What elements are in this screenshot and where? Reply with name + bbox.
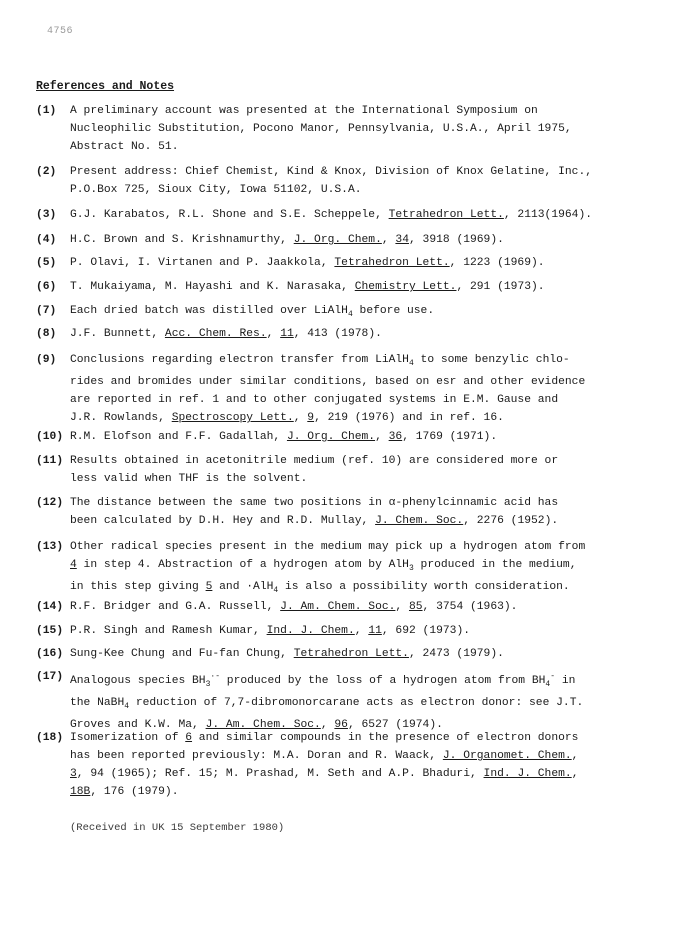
superscript: ·- xyxy=(210,672,221,681)
text-segment: Isomerization of xyxy=(70,732,186,744)
citation-details: , 291 (1973). xyxy=(456,281,545,293)
reference-text-line: Other radical species present in the medium may pick up a hydrogen atom from xyxy=(70,541,586,553)
reference-number: (5) xyxy=(36,257,57,269)
citation-details: , 3754 (1963). xyxy=(422,601,518,613)
subscript: 4 xyxy=(124,702,130,711)
separator: , xyxy=(293,412,308,424)
volume: 11 xyxy=(368,625,382,637)
authors: P.R. Singh and Ramesh Kumar, xyxy=(70,625,267,637)
journal-title: Tetrahedron Lett. xyxy=(293,648,409,660)
reference-8 xyxy=(36,325,644,343)
reference-18 xyxy=(36,729,644,801)
compound-number: 5 xyxy=(205,581,213,593)
authors: R.F. Bridger and G.A. Russell, xyxy=(70,601,281,613)
subscript: 4 xyxy=(545,680,551,689)
authors: J.F. Bunnett, xyxy=(70,328,165,340)
reference-number: (16) xyxy=(36,648,64,660)
reference-text-line xyxy=(70,409,644,427)
authors: R.M. Elofson and F.F. Gadallah, xyxy=(70,431,287,443)
reference-16 xyxy=(36,645,644,663)
reference-text-line xyxy=(70,512,644,530)
reference-text-line xyxy=(70,747,644,765)
text-segment: the NaBH xyxy=(70,697,125,709)
volume: 34 xyxy=(395,234,409,246)
received-date: (Received in UK 15 September 1980) xyxy=(70,822,285,834)
reference-number: (2) xyxy=(36,166,57,178)
reference-number: (10) xyxy=(36,431,64,443)
text-segment: Conclusions regarding electron transfer from LiAlH xyxy=(70,354,409,366)
reference-text-line: Nucleophilic Substitution, Pocono Manor, Pennsylvania, U.S.A., April 1975, xyxy=(70,123,572,135)
reference-17 xyxy=(36,668,644,734)
journal-title: Chemistry Lett. xyxy=(354,281,457,293)
separator: , xyxy=(571,750,579,762)
separator: , xyxy=(354,625,369,637)
separator: , xyxy=(381,234,396,246)
reference-number: (14) xyxy=(36,601,64,613)
reference-text-line xyxy=(70,231,644,249)
reference-number: (12) xyxy=(36,497,64,509)
reference-text-line: are reported in ref. 1 and to other conjugated systems in E.M. Gause and xyxy=(70,394,559,406)
text-segment: in this step giving xyxy=(70,581,206,593)
text-segment: and ·AlH xyxy=(212,581,274,593)
compound-number: 4 xyxy=(70,559,77,571)
journal-title: J. Org. Chem. xyxy=(286,431,376,443)
volume: 36 xyxy=(388,431,403,443)
reference-number: (9) xyxy=(36,354,57,366)
separator: , xyxy=(266,328,281,340)
reference-1 xyxy=(36,102,644,156)
citation-details: , 413 (1978). xyxy=(293,328,382,340)
volume: 18B xyxy=(70,786,91,798)
reference-number: (6) xyxy=(36,281,57,293)
journal-title: Ind. J. Chem. xyxy=(266,625,355,637)
reference-3 xyxy=(36,206,644,224)
citation-details: , 2473 (1979). xyxy=(408,648,504,660)
reference-text-line: Abstract No. 51. xyxy=(70,141,179,153)
citation-details: , 219 (1976) and in ref. 16. xyxy=(314,412,504,424)
reference-text-line xyxy=(70,556,644,578)
citation-details: , 2276 (1952). xyxy=(463,515,559,527)
superscript: - xyxy=(550,672,556,681)
reference-text-line xyxy=(70,254,644,272)
reference-7 xyxy=(36,302,644,324)
authors: been calculated by D.H. Hey and R.D. Mullay, xyxy=(70,515,376,527)
reference-2 xyxy=(36,163,644,199)
reference-text-line: P.O.Box 725, Sioux City, Iowa 51102, U.S.A. xyxy=(70,184,362,196)
section-heading: References and Notes xyxy=(36,80,175,93)
citation-details: , 176 (1979). xyxy=(90,786,179,798)
reference-text-line: A preliminary account was presented at the International Symposium on xyxy=(70,105,538,117)
separator: , xyxy=(571,768,579,780)
reference-number: (3) xyxy=(36,209,57,221)
journal-title: Tetrahedron Lett. xyxy=(334,257,450,269)
journal-title: J. Organomet. Chem. xyxy=(442,750,572,762)
volume: 96 xyxy=(334,719,348,731)
page-number: 4756 xyxy=(47,26,74,37)
reference-number: (15) xyxy=(36,625,64,637)
reference-text-line xyxy=(70,428,644,446)
journal-title: Acc. Chem. Res. xyxy=(164,328,267,340)
reference-12 xyxy=(36,494,644,530)
reference-15 xyxy=(36,622,644,640)
text-segment: to some benzylic chlo- xyxy=(413,354,570,366)
text-segment: before use. xyxy=(352,305,435,317)
subscript: 3 xyxy=(205,680,211,689)
volume: 9 xyxy=(307,412,315,424)
journal-title: J. Org. Chem. xyxy=(293,234,382,246)
text-segment: Analogous species BH xyxy=(70,675,206,687)
journal-title: Tetrahedron Lett. xyxy=(388,209,504,221)
reference-text-line xyxy=(70,598,644,616)
reference-11 xyxy=(36,452,644,488)
reference-number: (13) xyxy=(36,541,64,553)
reference-number: (7) xyxy=(36,305,57,317)
separator: , xyxy=(395,601,409,613)
reference-text-line: Present address: Chief Chemist, Kind & Knox, Division of Knox Gelatine, Inc., xyxy=(70,166,593,178)
authors: Sung-Kee Chung and Fu-fan Chung, xyxy=(70,648,294,660)
journal-title: Spectroscopy Lett. xyxy=(171,412,294,424)
reference-text-line xyxy=(70,278,644,296)
reference-text-line xyxy=(70,765,644,783)
text-segment: in xyxy=(555,675,576,687)
reference-text-line xyxy=(70,578,644,600)
reference-text-line xyxy=(70,302,644,324)
citation-details: , 6527 (1974). xyxy=(347,719,443,731)
reference-text-line: rides and bromides under similar conditions, based on esr and other evidence xyxy=(70,376,586,388)
reference-10 xyxy=(36,428,644,446)
reference-number: (11) xyxy=(36,455,64,467)
text-segment: and similar compounds in the presence of electron donors xyxy=(192,732,579,744)
authors: has been reported previously: M.A. Doran and R. Waack, xyxy=(70,750,443,762)
reference-text-line xyxy=(70,325,644,343)
citation-details: , 1769 (1971). xyxy=(402,431,498,443)
journal-title: J. Am. Chem. Soc. xyxy=(280,601,396,613)
citation-details: , 1223 (1969). xyxy=(449,257,545,269)
reference-number: (17) xyxy=(36,671,64,683)
reference-number: (1) xyxy=(36,105,57,117)
citation-details: , 3918 (1969). xyxy=(408,234,504,246)
authors: Groves and K.W. Ma, xyxy=(70,719,206,731)
text-segment: produced in the medium, xyxy=(413,559,577,571)
reference-4 xyxy=(36,231,644,249)
subscript: 4 xyxy=(347,310,353,319)
reference-number: (8) xyxy=(36,328,57,340)
journal-title: J. Am. Chem. Soc. xyxy=(205,719,321,731)
reference-text-line xyxy=(70,729,644,747)
text-segment: is also a possibility worth consideration. xyxy=(278,581,570,593)
reference-9 xyxy=(36,351,644,427)
text-segment: Each dried batch was distilled over LiAlH xyxy=(70,305,348,317)
text-segment: , 94 (1965); Ref. 15; M. Prashad, M. Seth and A.P. Bhaduri, xyxy=(76,768,484,780)
text-segment: in step 4. Abstraction of a hydrogen atom by AlH xyxy=(76,559,409,571)
citation-details: , 692 (1973). xyxy=(381,625,471,637)
reference-text-line: Results obtained in acetonitrile medium (ref. 10) are considered more or xyxy=(70,455,559,467)
reference-6 xyxy=(36,278,644,296)
volume: 11 xyxy=(280,328,294,340)
text-segment: produced by the loss of a hydrogen atom from BH xyxy=(220,675,546,687)
journal-title: Ind. J. Chem. xyxy=(483,768,572,780)
reference-text-line xyxy=(70,668,644,694)
separator: , xyxy=(375,431,389,443)
authors: G.J. Karabatos, R.L. Shone and S.E. Scheppele, xyxy=(70,209,389,221)
reference-text-line: The distance between the same two positions in α-phenylcinnamic acid has xyxy=(70,497,559,509)
authors: H.C. Brown and S. Krishnamurthy, xyxy=(70,234,294,246)
reference-number: (18) xyxy=(36,732,64,744)
authors: T. Mukaiyama, M. Hayashi and K. Narasaka, xyxy=(70,281,355,293)
text-segment: reduction of 7,7-dibromonorcarane acts as electron donor: see J.T. xyxy=(129,697,584,709)
subscript: 4 xyxy=(273,586,279,595)
reference-text-line xyxy=(70,206,644,224)
reference-13 xyxy=(36,538,644,600)
reference-text-line: less valid when THF is the solvent. xyxy=(70,473,308,485)
subscript: 4 xyxy=(408,359,414,368)
citation-details: , 2113(1964). xyxy=(503,209,593,221)
subscript: 3 xyxy=(408,564,414,573)
reference-text-line xyxy=(70,645,644,663)
reference-5 xyxy=(36,254,644,272)
volume: 85 xyxy=(408,601,423,613)
compound-number: 6 xyxy=(185,732,193,744)
reference-text-line xyxy=(70,351,644,373)
reference-text-line xyxy=(70,622,644,640)
reference-text-line xyxy=(70,694,644,716)
volume: 3 xyxy=(70,768,77,780)
reference-number: (4) xyxy=(36,234,57,246)
authors: P. Olavi, I. Virtanen and P. Jaakkola, xyxy=(70,257,335,269)
authors: J.R. Rowlands, xyxy=(70,412,172,424)
reference-14 xyxy=(36,598,644,616)
separator: , xyxy=(320,719,335,731)
reference-text-line xyxy=(70,783,644,801)
journal-title: J. Chem. Soc. xyxy=(375,515,464,527)
